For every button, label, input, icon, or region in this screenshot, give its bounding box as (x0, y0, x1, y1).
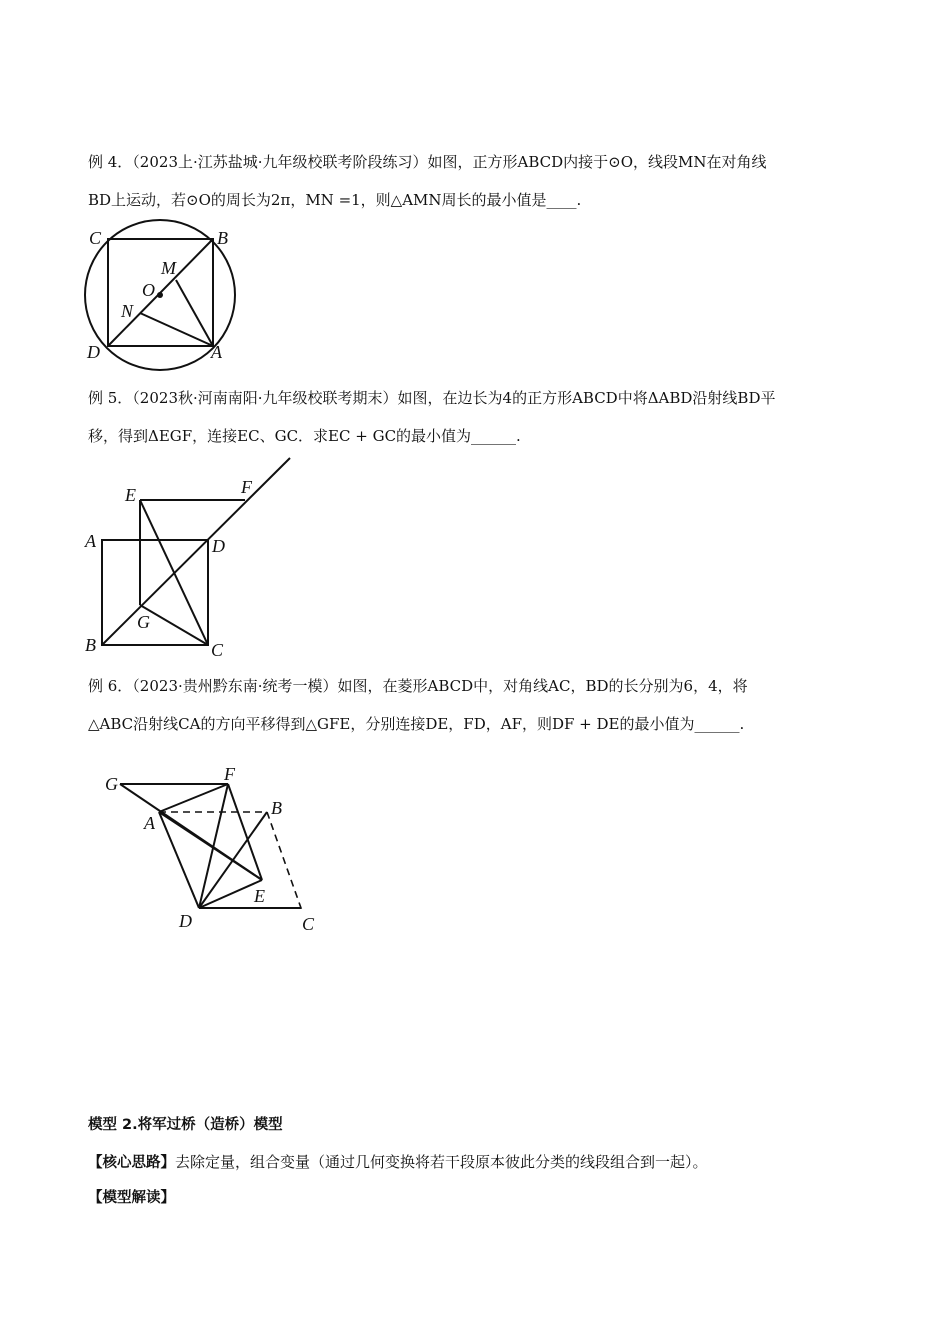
example-4-line-2: BD上运动，若⊙O的周长为2π，MN =1，则△AMN周长的最小值是____. (88, 191, 582, 209)
label-E: E (125, 485, 136, 505)
example-6-line-2: △ABC沿射线CA的方向平移得到△GFE，分别连接DE，FD，AF，则DF + DE的最小值为______. (88, 715, 745, 733)
example-6-line-1: 例 6．（2023·贵州黔东南·统考一模）如图，在菱形ABCD中，对角线AC，BD的长分别为6，4，将 (88, 677, 748, 695)
label-A: A (144, 813, 155, 833)
label-C: C (89, 228, 102, 248)
label-B: B (271, 798, 282, 818)
label-M: M (161, 258, 176, 278)
model-reading-heading: 【模型解读】 (88, 1190, 175, 1206)
label-D: D (87, 342, 100, 362)
label-E: E (254, 886, 265, 906)
example-4-figure (80, 225, 250, 370)
label-A: A (85, 531, 96, 551)
example-5-line-2: 移，得到ΔEGF，连接EC、GC．求EC + GC的最小值为______. (88, 427, 521, 445)
label-C: C (211, 640, 224, 660)
label-B: B (85, 635, 96, 655)
example-4-line-1: 例 4．（2023上·江苏盐城·九年级校联考阶段练习）如图，正方形ABCD内接于⊙O，线段MN在对角线 (88, 153, 767, 171)
example-5-figure (80, 455, 300, 665)
label-C: C (302, 914, 315, 934)
example-5-line-1: 例 5．（2023秋·河南南阳·九年级校联考期末）如图，在边长为4的正方形ABCD中将ΔABD沿射线BD平 (88, 389, 776, 407)
label-D: D (179, 911, 192, 931)
label-G: G (137, 612, 150, 632)
label-G: G (105, 774, 118, 794)
label-O: O (142, 280, 155, 300)
label-B: B (217, 228, 228, 248)
label-D: D (212, 536, 225, 556)
core-idea (88, 1151, 708, 1174)
label-N: N (121, 301, 134, 321)
label-A: A (211, 342, 222, 362)
example-6-figure (100, 762, 330, 937)
model-2-title: 模型 2.将军过桥（造桥）模型 (88, 1117, 283, 1133)
label-F: F (224, 764, 235, 784)
label-F: F (241, 477, 252, 497)
core-idea-heading: 【核心思路】 (88, 1155, 175, 1171)
core-idea-text: 去除定量，组合变量（通过几何变换将若干段原本彼此分类的线段组合到一起）。 (175, 1153, 708, 1171)
